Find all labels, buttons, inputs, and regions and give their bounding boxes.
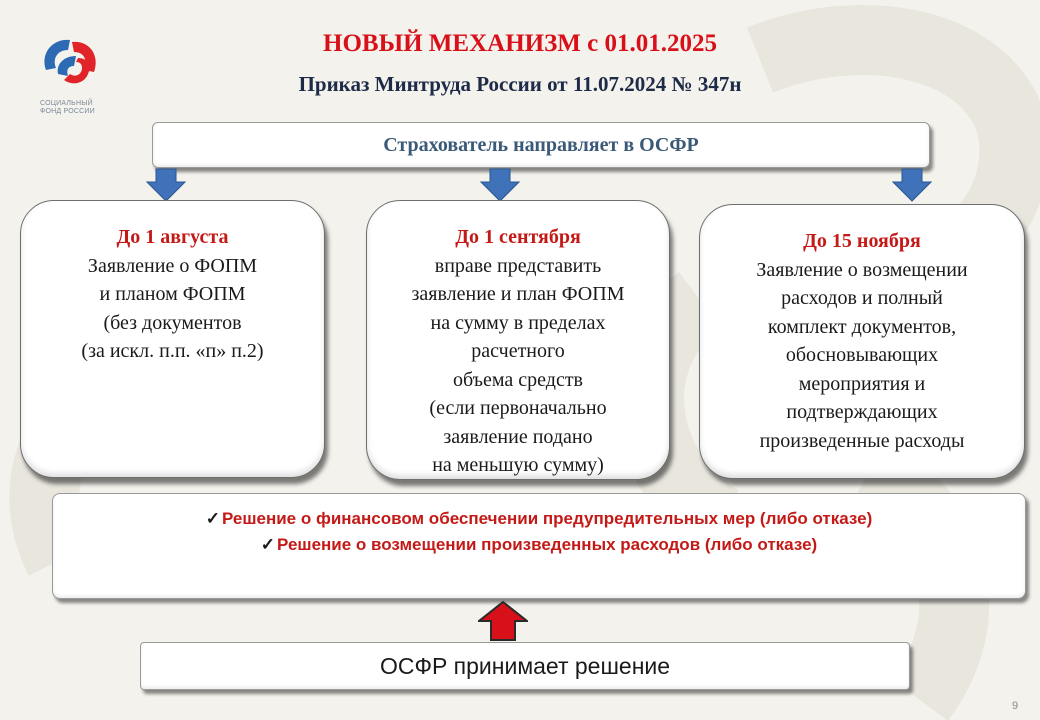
card-line: объема средств [452,368,584,391]
card-line: заявление подано [443,425,593,448]
card-line: (без документов [103,311,242,334]
deadline-card-november [699,204,1025,479]
page-number: 9 [1012,700,1019,712]
card-line: на сумму в пределах [430,311,606,334]
insurer-sends-box [152,122,930,168]
card-line: и планом ФОПМ [99,283,246,305]
card-line: Заявление о ФОПМ [87,254,258,277]
down-arrow-icon [146,168,186,202]
deadline-card-august [20,200,325,478]
card-line: расчетного [471,340,565,362]
osfr-decides-box [140,642,910,690]
card-line: обосновывающих [785,344,939,366]
card-line: вправе представить [434,254,602,277]
card-line: заявление и план ФОПМ [411,283,625,305]
decisions-box [52,493,1026,599]
decision-text: Решение о возмещении произведенных расходов (либо отказе) [277,535,818,554]
card-line: мероприятия и [798,372,926,395]
sfr-logo [38,34,108,124]
decision-item [53,532,1025,558]
card-line: Заявление о возмещении [756,258,968,281]
down-arrow-icon [892,168,932,202]
osfr-decides-label: ОСФР принимает решение [379,652,671,679]
up-arrow-icon [478,601,528,641]
sfr-logo-icon [38,34,102,98]
card-line: произведенные расходы [759,429,965,452]
slide-title: НОВЫЙ МЕХАНИЗМ с 01.01.2025 [323,30,717,57]
card-heading: До 1 сентября [455,226,581,248]
card-line: на меньшую сумму) [432,454,604,476]
check-icon: ✓ [260,535,276,554]
logo-text: СОЦИАЛЬНЫЙ ФОНД РОССИИ [40,100,95,115]
card-line: расходов и полный [781,287,943,309]
check-icon: ✓ [205,509,220,528]
insurer-sends-label: Страхователь направляет в ОСФР [383,133,699,156]
card-heading: До 1 августа [116,226,229,248]
deadline-card-september [366,200,670,480]
decision-item [53,506,1025,532]
card-line: подтверждающих [786,401,938,423]
down-arrow-icon [480,168,520,202]
card-line: комплект документов, [767,315,957,338]
card-line: (если первоначально [429,397,607,419]
slide-subtitle: Приказ Минтруда России от 11.07.2024 № 347н [298,72,742,96]
card-heading: До 15 ноября [803,230,921,252]
card-line: (за искл. п.п. «п» п.2) [81,340,264,362]
decision-text: Решение о финансовом обеспечении предупредительных мер (либо отказе) [221,509,873,528]
